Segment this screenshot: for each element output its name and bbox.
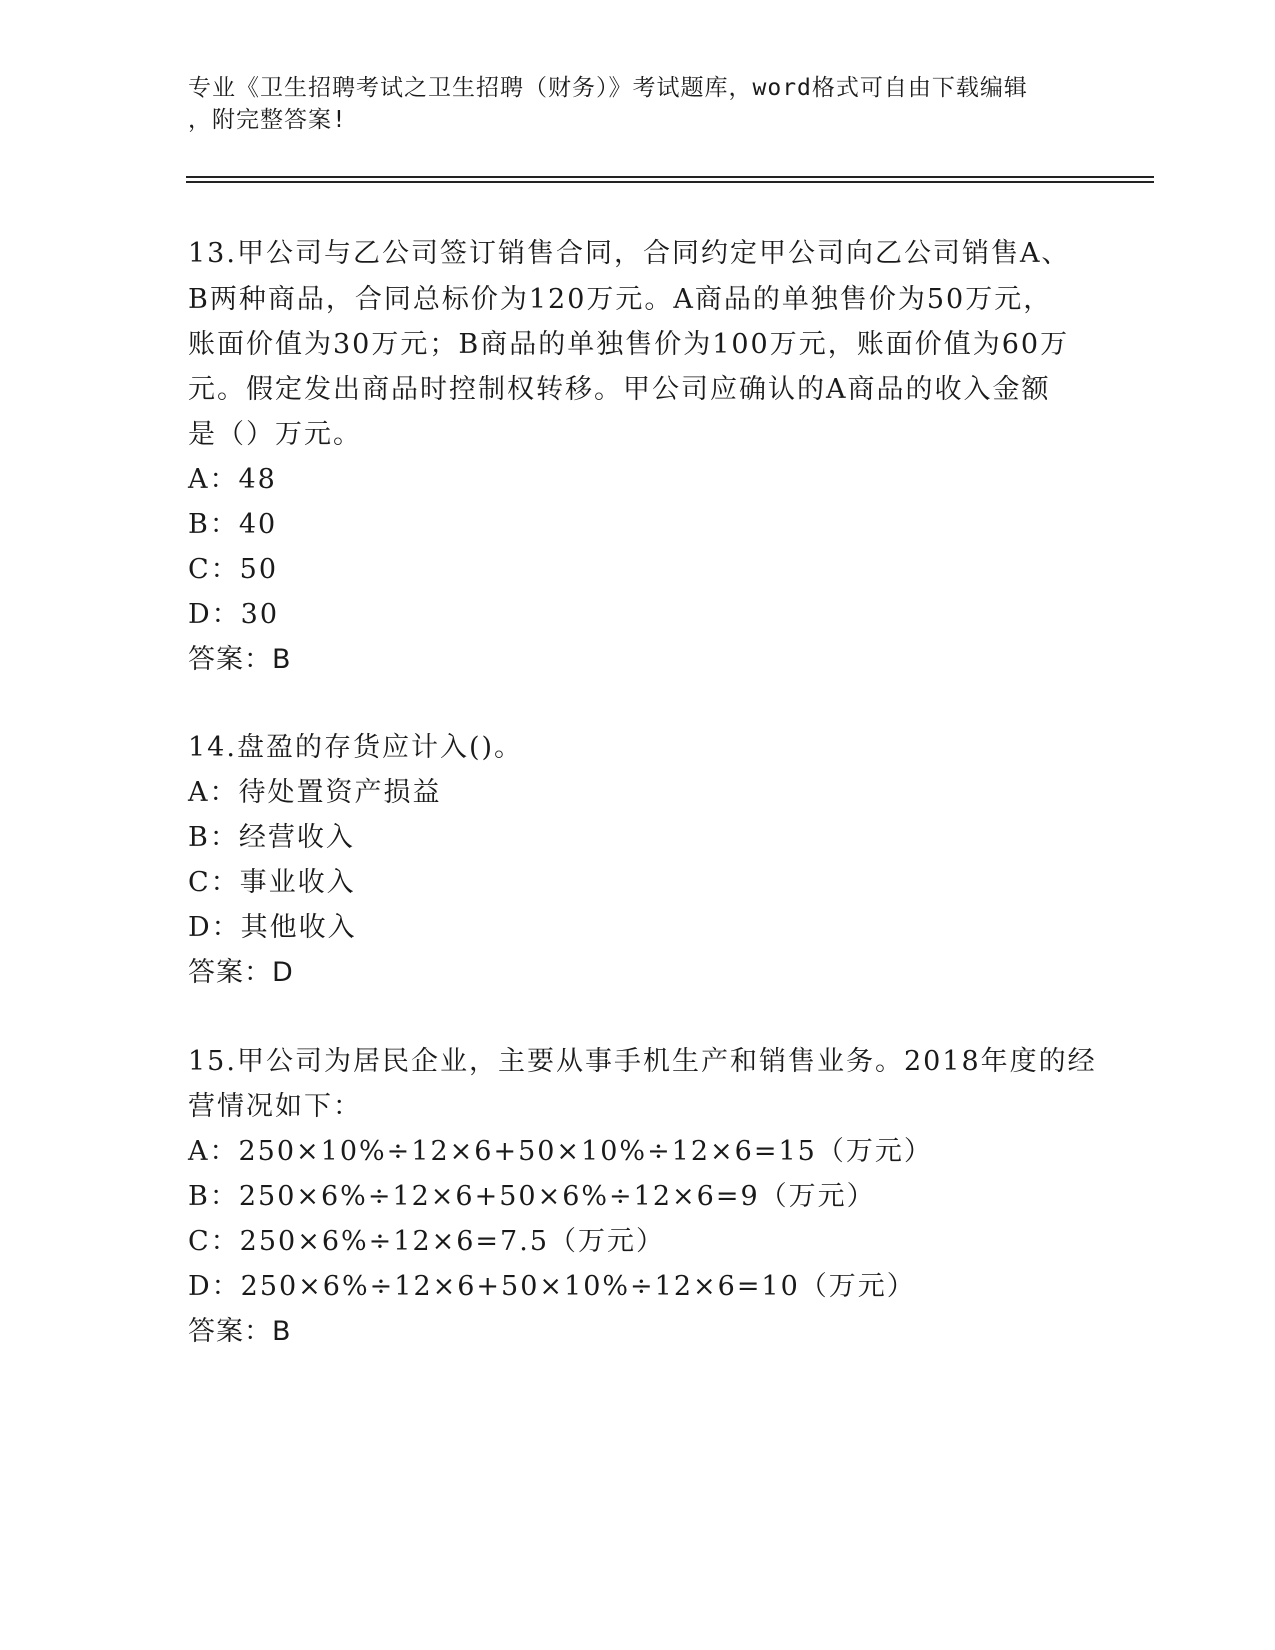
header-rule-bottom: [186, 181, 1154, 183]
question-13-line-3: 账面价值为30万元；B商品的单独售价为100万元，账面价值为60万: [188, 329, 1070, 360]
question-15-option-a: A：250×10%÷12×6+50×10%÷12×6=15（万元）: [188, 1136, 933, 1167]
header-rule-top: [186, 176, 1154, 178]
question-15-option-b: B：250×6%÷12×6+50×6%÷12×6=9（万元）: [188, 1181, 876, 1212]
header-text-line-1: 专业《卫生招聘考试之卫生招聘（财务）》考试题库，word格式可自由下载编辑: [188, 75, 1028, 101]
question-14-option-c: C：事业收入: [188, 867, 356, 898]
question-15-line-1: 15.甲公司为居民企业，主要从事手机生产和销售业务。2018年度的经: [188, 1046, 1097, 1077]
question-13-line-5: 是（）万元。: [188, 419, 362, 450]
question-14-answer: 答案：D: [188, 957, 294, 988]
question-13-option-a: A：48: [188, 464, 277, 495]
question-13-option-d: D：30: [188, 599, 280, 630]
question-13-option-b: B：40: [188, 509, 278, 540]
question-13-line-2: B两种商品，合同总标价为120万元。A商品的单独售价为50万元，: [188, 284, 1053, 315]
question-13-option-c: C：50: [188, 554, 279, 585]
question-13-answer: 答案：B: [188, 644, 292, 675]
question-14-line-1: 14.盘盈的存货应计入()。: [188, 732, 524, 763]
question-14-option-a: A：待处置资产损益: [188, 777, 442, 808]
header-text-line-2: ，附完整答案!: [188, 107, 347, 133]
question-14-option-d: D：其他收入: [188, 912, 357, 943]
question-14-option-b: B：经营收入: [188, 822, 355, 853]
question-13-line-1: 13.甲公司与乙公司签订销售合同，合同约定甲公司向乙公司销售A、: [188, 238, 1071, 269]
question-13-line-4: 元。假定发出商品时控制权转移。甲公司应确认的A商品的收入金额: [188, 374, 1051, 405]
question-15-option-c: C：250×6%÷12×6=7.5（万元）: [188, 1226, 665, 1257]
question-15-option-d: D：250×6%÷12×6+50×10%÷12×6=10（万元）: [188, 1271, 916, 1302]
question-15-answer: 答案：B: [188, 1316, 292, 1347]
question-15-line-2: 营情况如下：: [188, 1091, 362, 1122]
